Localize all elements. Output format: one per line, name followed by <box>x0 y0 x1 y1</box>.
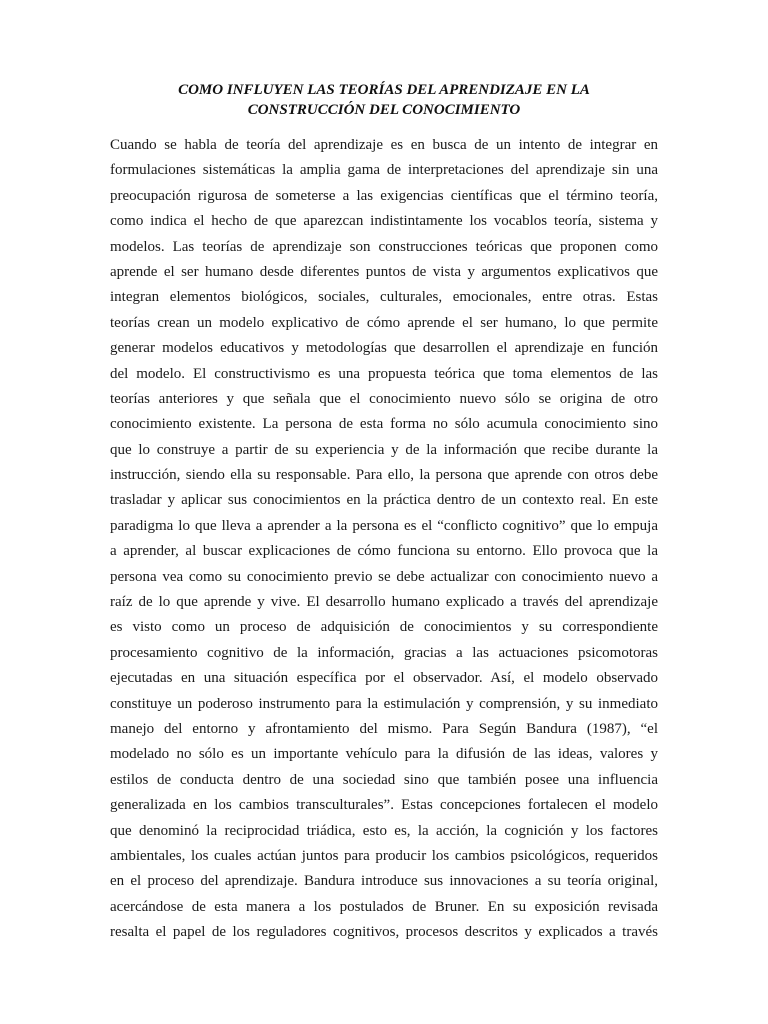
text-line: generalizada en los cambios transculturales”. Estas concepciones fortalecen el modelo <box>110 797 658 814</box>
title-line-2: CONSTRUCCIÓN DEL CONOCIMIENTO <box>247 102 521 118</box>
text-line: teorías crean un modelo explicativo de cómo aprende el ser humano, lo que permite <box>110 314 658 331</box>
text-line: modelado no sólo es un importante vehículo para la difusión de las ideas, valores y <box>110 746 658 763</box>
text-line: como indica el hecho de que aparezcan indistintamente los vocablos teoría, sistema y <box>110 213 658 230</box>
text-line: que lo construye a partir de su experiencia y de la información que recibe durante la <box>110 441 658 458</box>
text-line: preocupación rigurosa de someterse a las exigencias científicas que el término teoría, <box>110 187 658 204</box>
text-line: a aprender, al buscar explicaciones de cómo funciona su entorno. Ello provoca que la <box>110 543 658 560</box>
text-line: modelos. Las teorías de aprendizaje son construcciones teóricas que proponen como <box>110 238 658 255</box>
text-line: del modelo. El constructivismo es una propuesta teórica que toma elementos de las <box>110 365 658 382</box>
text-line: formulaciones sistemáticas la amplia gama de interpretaciones del aprendizaje sin una <box>110 162 658 179</box>
text-line: es visto como un proceso de adquisición de conocimientos y su correspondiente <box>110 619 658 636</box>
text-line: trasladar y aplicar sus conocimientos en la práctica dentro de un contexto real. En este <box>110 492 658 509</box>
text-line: instrucción, siendo ella su responsable. Para ello, la persona que aprende con otros debe <box>110 467 658 484</box>
text-line: integran elementos biológicos, sociales, culturales, emocionales, entre otras. Estas <box>110 289 658 306</box>
text-line: ambientales, los cuales actúan juntos para producir los cambios psicológicos, requeridos <box>110 847 658 864</box>
text-line: ejecutadas en una situación específica por el observador. Así, el modelo observado <box>110 670 658 687</box>
text-line: raíz de lo que aprende y vive. El desarrollo humano explicado a través del aprendizaje <box>110 594 658 611</box>
text-line: aprende el ser humano desde diferentes puntos de vista y argumentos explicativos que <box>110 263 658 280</box>
title-line-1: COMO INFLUYEN LAS TEORÍAS DEL APRENDIZAJE EN LA <box>178 82 590 98</box>
text-line: manejo del entorno y afrontamiento del mismo. Para Según Bandura (1987), “el <box>110 720 658 737</box>
text-line: procesamiento cognitivo de la información, gracias a las actuaciones psicomotoras <box>110 644 658 661</box>
text-line: persona vea como su conocimiento previo se debe actualizar con conocimiento nuevo a <box>110 568 658 585</box>
document-title <box>110 80 658 120</box>
text-line: resalta el papel de los reguladores cognitivos, procesos descritos y explicados a través <box>110 924 658 941</box>
text-line: teorías anteriores y que señala que el conocimiento nuevo sólo se origina de otro <box>110 390 658 407</box>
text-line: constituye un poderoso instrumento para la estimulación y comprensión, y su inmediato <box>110 695 658 712</box>
text-line: Cuando se habla de teoría del aprendizaje es en busca de un intento de integrar en <box>110 137 658 153</box>
text-line: generar modelos educativos y metodologías que desarrollen el aprendizaje en función <box>110 340 658 357</box>
body-paragraph <box>110 133 658 946</box>
text-line: conocimiento existente. La persona de esta forma no sólo acumula conocimiento sino <box>110 416 658 433</box>
text-line: en el proceso del aprendizaje. Bandura introduce sus innovaciones a su teoría original, <box>110 873 658 890</box>
text-line: que denominó la reciprocidad triádica, esto es, la acción, la cognición y los factores <box>110 822 658 839</box>
text-line: acercándose de esta manera a los postulados de Bruner. En su exposición revisada <box>110 898 658 915</box>
text-line: paradigma lo que lleva a aprender a la persona es el “conflicto cognitivo” que lo empuja <box>110 517 658 534</box>
text-line: estilos de conducta dentro de una sociedad sino que también posee una influencia <box>110 771 658 788</box>
